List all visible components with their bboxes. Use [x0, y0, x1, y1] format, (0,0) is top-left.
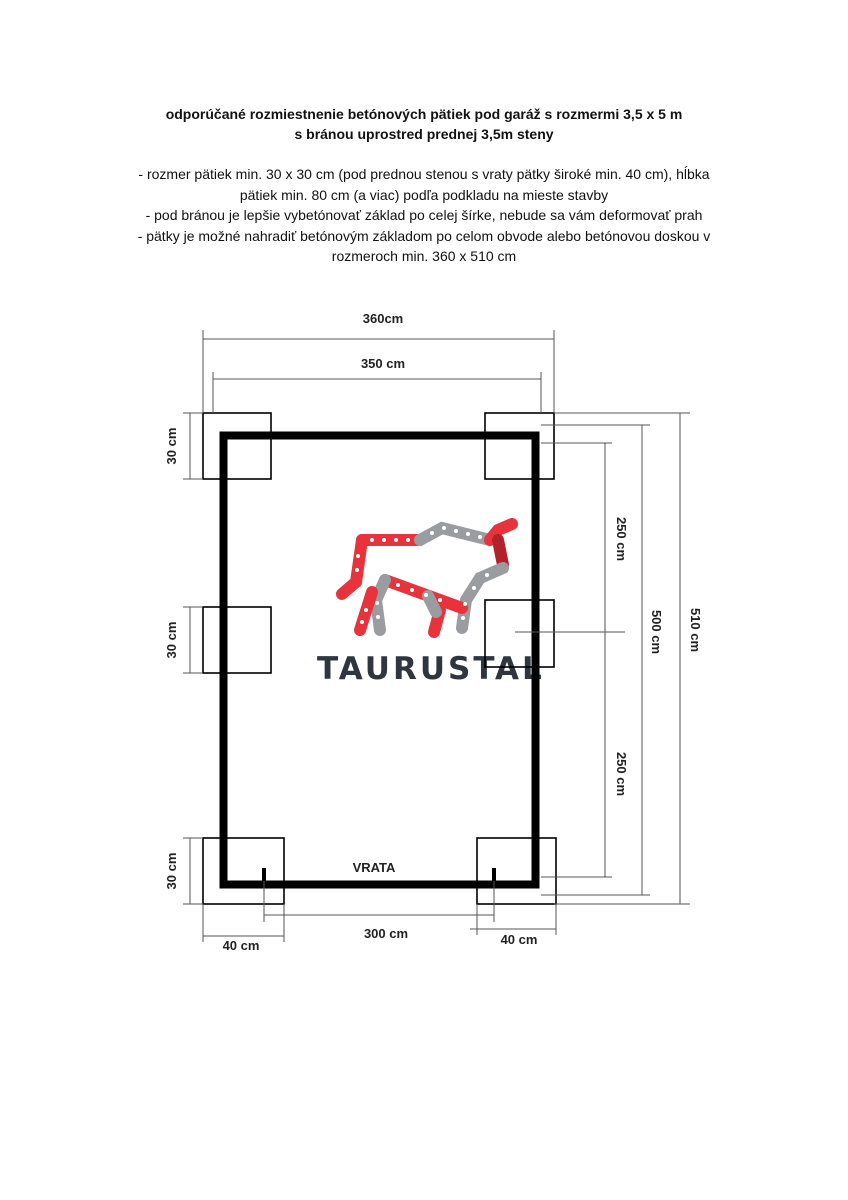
dim-footing-top: 30 cm [164, 427, 179, 465]
title-line-2: s bránou uprostred prednej 3,5m steny [294, 126, 554, 142]
dim-inner-width: 350 cm [360, 356, 406, 371]
note-line: - pätky je možné nahradiť betónovým základom po celom obvode alebo betónovou doskou v [137, 227, 711, 244]
note-line: - rozmer pätiek min. 30 x 30 cm (pod prednou stenou s vraty pätky široké min. 40 cm), hĺbka [138, 166, 710, 182]
dim-front-left: 40 cm [222, 938, 260, 953]
dim-footing-middle: 30 cm [164, 621, 179, 659]
footing-middle-left [203, 607, 271, 673]
note-line: - pod bránou je lepšie vybetónovať základ po celej šírke, nebude sa vám deformovať prah [145, 207, 703, 223]
dim-total-width: 360cm [362, 311, 404, 326]
footing-top-left [203, 413, 271, 479]
taurustal-logo [317, 524, 545, 687]
logo-chest-bar [498, 540, 503, 565]
note-line: rozmeroch min. 360 x 510 cm [331, 248, 517, 264]
dim-inner-length: 500 cm [649, 609, 664, 655]
dim-half-lower: 250 cm [614, 751, 629, 797]
dim-gate-width: 300 cm [363, 926, 409, 941]
dim-footing-bottom: 30 cm [164, 852, 179, 890]
logo-text: TAURUSTAL [317, 651, 545, 687]
logo-front-leg-gray [462, 568, 503, 628]
logo-tail-bar [342, 582, 356, 594]
logo-leg-mid-gray [428, 596, 436, 612]
footing-bottom-right [477, 838, 556, 904]
logo-hind-leg-gray [376, 580, 385, 630]
logo-neck-bar [356, 540, 362, 582]
dim-total-length: 510 cm [688, 607, 703, 653]
gate-label: VRATA [352, 860, 396, 875]
dim-front-right: 40 cm [500, 932, 538, 947]
dim-half-upper: 250 cm [614, 516, 629, 562]
note-line: pätiek min. 80 cm (a viac) podľa podkladu na mieste stavby [239, 186, 609, 203]
title-line-1: odporúčané rozmiestnenie betónových pätiek pod garáž s rozmermi 3,5 x 5 m [165, 106, 683, 122]
footing-bottom-left [203, 838, 284, 904]
footing-top-right [485, 413, 554, 479]
